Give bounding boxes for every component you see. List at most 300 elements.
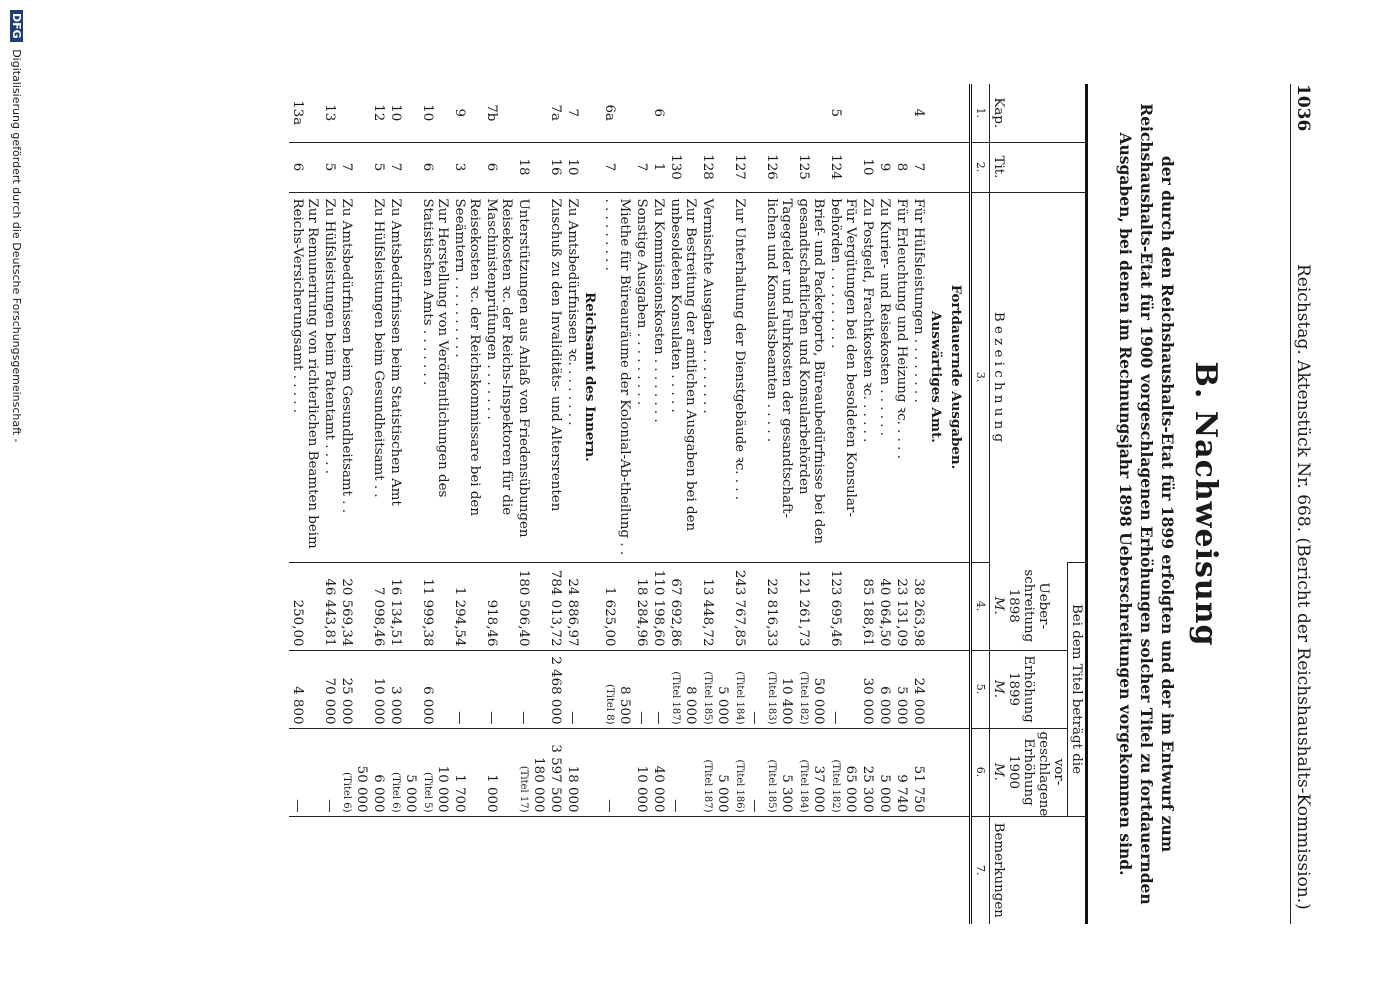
ueberschreitung-cell [601,562,633,650]
erhoehung-1900-cell-value: 10 000 [634,765,649,813]
subsection-row [927,84,947,924]
title-reference: (Titel 186) [734,759,745,813]
ueberschreitung-cell [859,562,876,650]
table-row [370,84,387,924]
erhoehung-1899-cell-value: 6 000 [877,686,892,725]
description-cell-value: Für Erleuchtung und Heizung ꝛc. . . . . [894,198,909,459]
erhoehung-1899-cell [601,650,633,728]
table-row [699,84,731,924]
table-row [763,84,795,924]
kap-cell-value: 10 [420,104,435,122]
title-reference: (Titel 185) [702,671,713,725]
tit-cell-value: 1 [651,162,666,172]
erhoehung-1900-cell [827,728,859,816]
title-reference: (Titel 183) [766,671,777,725]
kap-cell-value: 13a [290,100,305,126]
description-cell-value: Zu Kommissionskosten . . . . . . . . [651,198,666,423]
kap-cell [451,84,483,142]
tit-cell [338,142,370,192]
bemerkungen-cell [650,816,667,924]
kap-cell-value: 7a [548,104,563,121]
tit-cell [699,142,731,192]
erhoehung-1900-cell-value: — [290,799,305,813]
bemerkungen-cell [451,816,483,924]
tit-cell [547,142,564,192]
col-number: 1. [971,84,990,142]
erhoehung-1899-cell [483,650,515,728]
erhoehung-1900-cell [667,728,699,816]
erhoehung-1899-cell [633,650,650,728]
credit-text: Digitalisierung gefördert durch die Deutsche Forschungsgemeinschaft - [10,49,23,443]
title-reference: (Titel 184) [798,759,809,813]
table-row [859,84,876,924]
col-number: 7. [971,816,990,924]
ueberschreitung-cell [667,562,699,650]
bemerkungen-cell [731,816,763,924]
erhoehung-1900-cell [289,728,321,816]
header-bezeichnung: B e z e i c h n u n g [990,192,1087,562]
erhoehung-1899-cell-value: 25 000 [339,677,354,725]
tit-cell-value: 3 [452,162,467,172]
ueberschreitung-cell [419,562,451,650]
ueberschreitung-cell-value: 20 569,34 [339,578,354,647]
kap-cell [827,84,859,142]
table-row [731,84,763,924]
description-cell-value: Zu Amtsbedürfnissen ꝛc. . . . . . . . [565,198,580,426]
kap-cell [387,84,419,142]
erhoehung-1899-cell-value: 30 000 [860,677,875,725]
ueberschreitung-cell-value: 23 131,09 [894,578,909,647]
bemerkungen-cell [795,816,827,924]
title-reference: (Titel 182) [830,759,841,813]
tit-cell [321,142,338,192]
title-reference: (Titel 8) [604,684,615,725]
description-cell-value: Zu Kurier- und Reisekosten . . . . . . [877,198,892,437]
tit-cell-value: 18 [516,158,531,176]
erhoehung-1900-cell [633,728,650,816]
erhoehung-1900-cell [564,728,581,816]
erhoehung-1899-cell-value: 5 000 [715,686,730,725]
erhoehung-1900-cell [419,728,451,816]
bemerkungen-cell [667,816,699,924]
erhoehung-1900-cell [387,728,419,816]
erhoehung-1899-cell-value: — [565,711,580,725]
description-cell [893,192,910,562]
erhoehung-1899-cell-value: — [452,711,467,725]
tit-cell-value: 7 [339,162,354,172]
tit-cell [827,142,859,192]
tit-cell-value: 128 [700,154,715,180]
ueberschreitung-cell [699,562,731,650]
kap-cell [731,84,763,142]
erhoehung-1900-cell [451,728,483,816]
tit-cell [795,142,827,192]
kap-cell [763,84,795,142]
table-row [338,84,370,924]
tit-cell-value: 5 [322,162,337,172]
ueberschreitung-cell-value: 16 134,51 [388,578,403,647]
ueberschreitung-cell [547,562,564,650]
description-cell [876,192,893,562]
kap-cell [338,84,370,142]
header-erhoehung-label: Erhöhung 1899 [1006,655,1036,723]
tit-cell [451,142,483,192]
erhoehung-1899-cell-value: — [484,711,499,725]
tit-cell-value: 127 [732,154,747,180]
table-row [893,84,910,924]
digitization-credit [10,10,23,990]
tit-cell [876,142,893,192]
subsection-row [581,84,601,924]
table-row [515,84,547,924]
description-cell [515,192,547,562]
ueberschreitung-cell [763,562,795,650]
tit-cell-value: 126 [764,154,779,180]
erhoehung-1900-cell [601,728,633,816]
kap-cell-value: 7 [565,108,580,118]
bemerkungen-cell [483,816,515,924]
subsection-heading: Reichsamt des Innern. [581,192,601,562]
erhoehung-1900-cell [321,728,338,816]
table-row [827,84,859,924]
col-number: 5. [971,650,990,728]
title-reference: (Titel 187) [670,671,681,725]
erhoehung-1900-cell-value: 3 597 500 [548,744,563,813]
tit-cell-value: 16 [548,158,563,176]
ueberschreitung-cell [795,562,827,650]
subsection-heading: Auswärtiges Amt. [927,192,947,562]
title-reference: (Titel 6) [341,772,352,813]
erhoehung-1900-cell-value: 1 700 [452,774,467,813]
ueberschreitung-cell-value: 180 506,40 [516,569,531,647]
intro-text: der durch den Reichshaushalts-Etat für 1899 erfolgten und der im Entwurf zum Reichshaushalts-Etat für 1900 vorgeschlagenen Erhöhungen solcher Titel zu fortdauernden Ausgaben, bei denen im Rechnungsjahr 1898 Ueberschreitungen vorgekommen sind. [1116,103,1177,905]
kap-cell [547,84,564,142]
tit-cell [515,142,547,192]
page-title: B. Nachweisung [1188,361,1223,647]
bemerkungen-cell [859,816,876,924]
erhoehung-1899-cell-value: 6 000 [420,686,435,725]
bemerkungen-cell [338,816,370,924]
description-cell [910,192,927,562]
description-cell-value: Zu Amtsbedürfnissen beim Statistischen Amt [388,198,403,506]
erhoehung-1900-cell-value: 5 300 [779,774,794,813]
erhoehung-1899-cell-value: 24 000 [911,677,926,725]
tit-cell-value: 6 [484,162,499,172]
table-row [321,84,338,924]
erhoehung-1899-cell [827,650,859,728]
tit-cell-value: 7 [911,162,926,172]
tit-cell-value: 8 [894,162,909,172]
erhoehung-1900-cell-value: 5 000 [877,774,892,813]
erhoehung-1899-cell-value: — [634,711,649,725]
ueberschreitung-cell-value: 85 188,61 [860,578,875,647]
ueberschreitung-cell [387,562,419,650]
description-cell [321,192,338,562]
header-ueberschreitung-label: Ueber-schreitung 1898 [1006,569,1051,643]
erhoehung-1899-cell-value: 8 500 [617,686,632,725]
title-reference: (Titel 6) [390,772,401,813]
erhoehung-1900-cell-value: 51 750 [911,765,926,813]
kap-cell [633,84,650,142]
ueberschreitung-cell-value: 18 284,96 [634,578,649,647]
erhoehung-1899-cell [876,650,893,728]
erhoehung-1900-cell [893,728,910,816]
erhoehung-1899-cell [699,650,731,728]
tit-cell [564,142,581,192]
tit-cell [601,142,633,192]
erhoehung-1899-cell-value: 3 000 [388,686,403,725]
kap-cell [370,84,387,142]
col-number: 4. [971,562,990,650]
header-group: Bei dem Titel beträgt die [1068,562,1087,816]
ueberschreitung-cell [893,562,910,650]
table-row [650,84,667,924]
ueberschreitung-cell [650,562,667,650]
erhoehung-1899-cell-value: — [651,711,666,725]
erhoehung-1899-cell [859,650,876,728]
tit-cell [289,142,321,192]
kap-cell-value: 13 [322,104,337,122]
ueberschreitung-cell [876,562,893,650]
table-row [910,84,927,924]
ueberschreitung-cell [515,562,547,650]
description-cell [419,192,451,562]
description-cell-value: Zur Remunerirung von richterlichen Beamten beim Reichs-Versicherungsamt . . . . . [290,198,320,549]
kap-cell-value: 5 [828,108,843,118]
ueberschreitung-cell [910,562,927,650]
kap-cell-value: 10 [388,104,403,122]
header-tit: Tit. [990,142,1087,192]
tit-cell [763,142,795,192]
ueberschreitung-cell-value: 918,46 [484,599,499,647]
erhoehung-1900-cell [650,728,667,816]
ueberschreitung-cell-value: 121 261,73 [796,569,811,647]
ueberschreitung-cell-value: 40 064,50 [877,578,892,647]
erhoehung-1899-cell-value: 4 800 [290,686,305,725]
section-heading: Fortdauernde Ausgaben. [947,192,971,562]
tit-cell-value: 6 [290,162,305,172]
description-cell [859,192,876,562]
tit-cell-value: 7 [602,162,617,172]
col-number: 6. [971,728,990,816]
tit-cell [633,142,650,192]
kap-cell [667,84,699,142]
table-row [387,84,419,924]
ueberschreitung-cell-value: 13 448,72 [700,578,715,647]
erhoehung-1900-cell-value: 50 000 [354,765,369,813]
table-row [795,84,827,924]
erhoehung-1900-cell-value: — [322,799,337,813]
erhoehung-1900-cell [483,728,515,816]
title-reference: (Titel 187) [702,759,713,813]
title-reference: (Titel 5) [422,772,433,813]
bemerkungen-cell [601,816,633,924]
table-row [483,84,515,924]
tit-cell-value: 7 [634,162,649,172]
bemerkungen-cell [763,816,795,924]
kap-cell [515,84,547,142]
bemerkungen-cell [699,816,731,924]
running-head-text: Reichstag. Aktenstück Nr. 668. (Bericht der Reichshaushalts-Kommission.) [1293,264,1313,910]
erhoehung-1900-cell [763,728,795,816]
ueberschreitung-cell-value: 123 695,46 [828,569,843,647]
ueberschreitung-cell-value: 1 625,00 [602,586,617,647]
ueberschreitung-cell-value: 24 886,97 [565,578,580,647]
table-row [289,84,321,924]
ueberschreitung-cell-value: 67 692,86 [668,578,683,647]
description-cell-value: Für Vergütungen bei den besoldeten Konsular-behörden . . . . . . . . . . [828,198,858,517]
erhoehung-1900-cell [876,728,893,816]
erhoehung-1900-cell [547,728,564,816]
ueberschreitung-cell-value: 784 013,72 [548,569,563,647]
tit-cell-value: 9 [877,162,892,172]
tit-cell-value: 5 [371,162,386,172]
header-bemerkungen: Bemerkungen [990,816,1087,924]
tit-cell [731,142,763,192]
erhoehung-1899-cell [795,650,827,728]
column-number-row [971,84,990,924]
description-cell [451,192,483,562]
title-reference: (Titel 185) [766,759,777,813]
description-cell-value: Unterstützungen aus Anlaß von Friedensübungen [516,198,531,538]
kap-cell [795,84,827,142]
col-number: 2. [971,142,990,192]
erhoehung-1899-cell [338,650,370,728]
header-kap: Kap. [990,84,1087,142]
bemerkungen-cell [876,816,893,924]
ueberschreitung-cell [827,562,859,650]
description-cell [667,192,699,562]
kap-cell-value: 6 [651,108,666,118]
erhoehung-1899-cell [515,650,547,728]
description-cell [650,192,667,562]
ueberschreitung-cell-value: 38 263,98 [911,578,926,647]
kap-cell [893,84,910,142]
tit-cell [387,142,419,192]
description-cell-value: Tagegelder und Fuhrkosten der gesandtschaft-lichen und Konsulatsbeamten . . . . . [764,198,794,518]
erhoehung-1900-cell [731,728,763,816]
table-row [564,84,581,924]
description-cell [370,192,387,562]
description-cell-value: Zur Herstellung von Veröffentlichungen des Statistischen Amts . . . . . . . [420,198,450,498]
header-rule [1290,84,1291,924]
erhoehung-1900-cell-value: 1 000 [484,774,499,813]
ueberschreitung-cell-value: 243 767,85 [732,569,747,647]
erhoehung-1900-cell [859,728,876,816]
ueberschreitung-cell [731,562,763,650]
description-cell-value: Zur Bestreitung der amtlichen Ausgaben bei den unbesoldeten Konsulaten . . . . . [668,198,698,532]
ueberschreitung-cell-value: 7 098,46 [371,586,386,647]
description-cell [338,192,370,562]
ueberschreitung-cell-value: 46 443,81 [322,578,337,647]
description-cell-value: Reisekosten ꝛc. der Reichs-Inspektoren für die Maschinistenprüfungen . . . . . . . [484,198,514,516]
tit-cell [650,142,667,192]
page-number: 1036 [1293,84,1313,132]
kap-cell [289,84,321,142]
erhoehung-1900-cell-value: 37 000 [811,765,826,813]
description-cell [633,192,650,562]
ueberschreitung-cell [370,562,387,650]
title-reference: (Titel 182) [798,671,809,725]
description-cell [827,192,859,562]
erhoehung-1900-cell-value: 5 000 [403,774,418,813]
description-cell-value: Sonstige Ausgaben . . . . . . . . . [634,198,649,406]
erhoehung-1899-cell [763,650,795,728]
unit-mark: M. [991,763,1006,781]
kap-cell-value: 4 [911,108,926,118]
erhoehung-1900-cell-value: 25 300 [860,765,875,813]
kap-cell [876,84,893,142]
dfg-badge: DFG [10,10,23,42]
tit-cell-value: 124 [828,154,843,180]
nachweisung-table [289,84,1088,924]
ueberschreitung-cell [633,562,650,650]
erhoehung-1899-cell-value: 10 000 [371,677,386,725]
kap-cell [321,84,338,142]
erhoehung-1899-cell [667,650,699,728]
erhoehung-1900-cell-value: 10 000 [435,765,450,813]
description-cell-value: Zu Postgeld, Frachtkosten ꝛc. . . . . . [860,198,875,443]
ueberschreitung-cell [451,562,483,650]
erhoehung-1899-cell-value: 50 000 [811,677,826,725]
description-cell-value: Miethe für Büreauräume der Kolonial-Ab-theilung . . . . . . . . . . . [602,198,632,556]
description-cell [483,192,515,562]
description-cell-value: Vermischte Ausgaben . . . . . . . . [700,198,715,414]
bemerkungen-cell [387,816,419,924]
col-number: 3. [971,192,990,562]
erhoehung-1899-cell [893,650,910,728]
kap-cell [699,84,731,142]
description-cell-value: Zuschuß zu den Invaliditäts- und Altersrenten [548,198,563,512]
tit-cell-value: 130 [668,154,683,180]
table-row [419,84,451,924]
bemerkungen-cell [827,816,859,924]
tit-cell [859,142,876,192]
tit-cell [910,142,927,192]
ueberschreitung-cell [483,562,515,650]
erhoehung-1899-cell-value: 2 468 000 [548,656,563,725]
erhoehung-1899-cell [564,650,581,728]
tit-cell-value: 125 [796,154,811,180]
title-reference: (Titel 184) [734,671,745,725]
ueberschreitung-cell [321,562,338,650]
kap-cell-value: 6a [602,104,617,121]
kap-cell-value: 12 [371,104,386,122]
tit-cell-value: 7 [388,162,403,172]
description-cell-value: Zu Hülfsleistungen beim Patentamt . . . . [322,198,337,475]
table-row [601,84,633,924]
erhoehung-1899-cell [910,650,927,728]
description-cell [731,192,763,562]
table-body [289,84,990,924]
ueberschreitung-cell-value: 1 294,54 [452,586,467,647]
table-row [876,84,893,924]
header-vorgeschlagen-label: vor-geschlagene Erhöhung 1900 [1006,731,1066,817]
table-row [547,84,564,924]
tit-cell [893,142,910,192]
tit-cell [483,142,515,192]
erhoehung-1900-cell-value: 18 000 [565,765,580,813]
ueberschreitung-cell-value: 11 999,38 [420,578,435,647]
description-cell [699,192,731,562]
unit-mark: M. [991,680,1006,698]
erhoehung-1900-cell-value: 5 000 [715,774,730,813]
erhoehung-1899-cell [451,650,483,728]
kap-cell [483,84,515,142]
table-row [667,84,699,924]
bemerkungen-cell [547,816,564,924]
bemerkungen-cell [370,816,387,924]
